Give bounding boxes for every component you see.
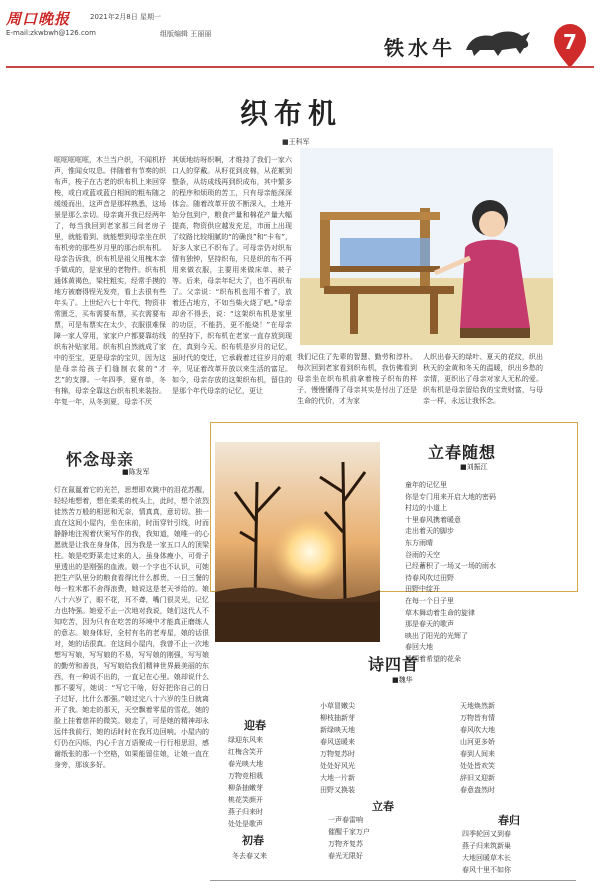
poem-line: 已经蓄积了一场又一场的雨水 bbox=[405, 562, 496, 571]
poem-line: 播洒着希望的花朵 bbox=[405, 654, 461, 663]
poem-body-4: 一声春雷响 催醒千家万户 万物齐复苏 春光无限好 bbox=[328, 816, 370, 860]
poem-body-3: 小草冒嫩尖 柳枝抽新芽 新绿映天地 春风送暖来 万物复苏时 处处好风光 大地一片新 田野又换装 bbox=[320, 702, 355, 794]
issue-date: 2021年2月8日 星期一 bbox=[90, 13, 161, 21]
poem-title: 春归 bbox=[498, 814, 520, 827]
article-author-mother: ■陈发军 bbox=[122, 468, 150, 476]
poem-title: 立春 bbox=[372, 800, 394, 813]
article-title-poems: 诗四首 bbox=[368, 655, 420, 674]
section-title: 铁水牛 bbox=[384, 36, 456, 60]
poem-line: 在每一个日子里 bbox=[405, 596, 454, 605]
poem-body-1: 绿迎东风来 红梅含笑开 春光映大地 万物竞相栽 柳条抽嫩芽 桃花笑颜开 燕子归来时 处处是歌声 bbox=[228, 736, 263, 828]
article-title-spring: 立春随想 bbox=[428, 443, 497, 462]
newspaper-brand: 周口晚报 bbox=[6, 10, 71, 28]
article-title-loom: 织布机 bbox=[240, 97, 343, 130]
poem-body-6: 四季轮回又到春 燕子归来筑新巢 大地回暖草木长 春风十里不如你 bbox=[462, 830, 511, 874]
poem-line: 那是春天的歌声 bbox=[405, 620, 454, 629]
article-author-poems: ■魏华 bbox=[392, 676, 413, 684]
header-rule bbox=[6, 66, 594, 68]
poem-line: 春回大地 bbox=[405, 643, 433, 652]
bull-icon bbox=[462, 24, 534, 60]
poem-body-2: 冬去春又来 bbox=[232, 852, 267, 860]
poem-line: 童年的记忆里 bbox=[405, 481, 447, 489]
poem-line: 十里春风携着暖意 bbox=[405, 515, 461, 524]
poem-line: 田野中绽开 bbox=[405, 585, 440, 594]
article-body-col-3: 我们记住了先辈的智慧、勤劳和淳朴。每次回到老家看到织布机，我仿佛看到母亲坐在织布机前拿着梭子织布的样子，慢慢懂得了母亲其实是付出了还是生命的代价，才为家 bbox=[297, 353, 417, 405]
poem-line: 草木舞动着生命的旋律 bbox=[405, 608, 475, 617]
article-author-loom: ■王科军 bbox=[282, 138, 310, 146]
masthead bbox=[0, 0, 600, 70]
article-body-col-1: 哐哐哐哐哐，木兰当户织，不闻机杼声，惟闻女叹息。伴随着有节奏的织布声，梭子在古老的织布机上来回穿梭，或白或蓝或蓝白相间的粗布随之缓缓而出，这声音是那样熟悉，这场景是那么亲切。母亲离开我已经两年了，每当我回到老家那三间老房子里，就能看到、就能想到母亲坐在织布机旁的那些岁月里的那台织布机。母亲告诉我，织布机是祖父用槐木亲手做成的，是家里的老物件。织布机通体黄褐色，梁柱粗实，经常手摸的地方被磨得锃光发亮，看上去很有些年头了。上世纪六七十年代，物资非常匮乏，买布需要布票，买衣需要布票，可是布票实在太少，衣服很难保障一家人穿用，家家户户都要靠纺线织布补贴家用。织布机自然就成了家中的至宝，更是母亲的宝贝，因为这是母亲给孩子们缝制衣裳的“才艺”的支撑。一年四季，夏有单，冬有棉，母亲全靠这台织布机来装扮。年复一年，从冬到夏，母亲不厌 bbox=[54, 156, 166, 406]
poem-line: 待春风吹过田野 bbox=[405, 573, 454, 582]
page-number: 7 bbox=[563, 30, 577, 54]
article-body-col-2: 其烦地纺呀织啊，才维持了我们一家六口人的穿戴。从籽花到皮棉，从花絮到整条，从纺成线再到织成布，其中繁多的程序和烦琐的苦工，只有母亲能深深体会。随着改革开放不断深入，土地开始分包到户，粮食产量和棉花产量大幅提高，物资供应越发充足，市面上出现了纹路比较细腻的“的确良”和“卡布”，好多人家已不织布了。可母亲仍对织布情有独钟，坚持织布，只是织的布不再用来做衣服，主要用来做床单、被子等。后来，母亲年纪大了，也不再织布了。父亲说：“织布机也用不着了，放着还占地方，不如当柴火烧了吧。”母亲却舍不得丢，说：“这架织布机是家里的功臣，不能扔，更不能烧！”在母亲的坚持下，织布机在老家一直存放到现在，真到今天。织布机是岁月的记忆，虽时代的变迁，它承载着过往岁月的艰辛，见证着改革开放以来生活的富足。如今，母亲存放的这架织布机，留住的是那个年代母亲的记忆，更让 bbox=[172, 156, 292, 395]
spring-poem bbox=[405, 480, 565, 666]
poem-line: 东方雨晴 bbox=[405, 538, 433, 547]
article-author-spring: ■刘振江 bbox=[460, 463, 488, 471]
poem-title: 初春 bbox=[242, 834, 264, 847]
poem-line: 谷雨的天空 bbox=[405, 550, 440, 559]
article-body-col-4: 人织出春天的绿叶、夏天的花纹，织出秋天的金黄和冬天的温暖，织出乡愁的亲情，更织出了母亲对家人无私的爱。织布机是母亲留给我的宝贵财富，与母亲一样，永远让我怀念。 bbox=[423, 353, 543, 405]
email-address: E-mail:zkwbwh@126.com bbox=[6, 29, 96, 37]
poem-line: 走出着天的脚步 bbox=[405, 527, 454, 536]
article-title-mother: 怀念母亲 bbox=[66, 450, 135, 469]
poem-title: 迎春 bbox=[244, 719, 266, 732]
article-body-mother: 灯在氤氲着它的光芒，思想即欢跳中的泪花苏醒，轻轻地想着，想在柔柔的枕头上，此时，想个浓烈徒然苦万般的相思和无奈，情真真，意切切。独一直在这间小屋内，坐在床前，时而穿针引线，时而静静地注视着伏案写作的我，我知道，娘唯一的心愿就是让我在身身体，因为我是一家五口人的顶梁柱。娘是吃野菜走过来的人，虽身体瘦小，可骨子里透出的是刚强的血液。娘一个字也不认识，可她把生产队里分的粮食看得比什么都贵，一日三餐的每一粒米都不舍得浪费，她说这是老天爷给的。娘八十六岁了，眼不花，耳不聋，嘴门很灵光，记忆力也特强。她爱不止一次地对我说，她们这代人不知吃苦，因为只有在吃苦的环境中才能真正磨练人的意志。娘身体好，全村有名的老寿星，娘的话很对，她的话很真。在这间小屋内，我曾不止一次地想写写娘，写写娘的不易，写写娘的刚强，写写娘的勤劳和善良，写写娘给我们精神世界最美丽的东西，有一种说不出的，一直记在心里。娘却说什么都不要写，她说：“写它干啥，好好把你自己的日子过好，比什么都强。”娘过完八十六岁的生日就离开了我。她走的那天，天空飘着零星的雪花，她的脸上挂着慈祥的微笑。娘走了，可是她的精神却永远伴我前行，她的话时时在我耳边回响。小屋内的灯仍在闪烁，内心千言万语聚成一行行相思泪，感谢纸张的那一个空格，如果能留住娘，让娘一直在身旁，那该多好。 bbox=[54, 486, 209, 769]
bottom-rule bbox=[210, 880, 576, 881]
sunset-photo bbox=[215, 442, 380, 642]
poem-line: 村边的小道上 bbox=[405, 504, 447, 513]
poem-body-5: 天地焕然新 万物皆有情 春风吹大地 山河更多娇 春到人间来 处处皆欢笑 辞旧又迎新 春意盎然时 bbox=[460, 702, 495, 794]
layout-editor: 组版编辑 王丽丽 bbox=[160, 30, 212, 38]
poem-line: 映出了阳光的光辉了 bbox=[405, 631, 468, 640]
loom-illustration bbox=[300, 148, 553, 345]
poem-line: 你是专门用来开启大地的密码 bbox=[405, 492, 496, 501]
